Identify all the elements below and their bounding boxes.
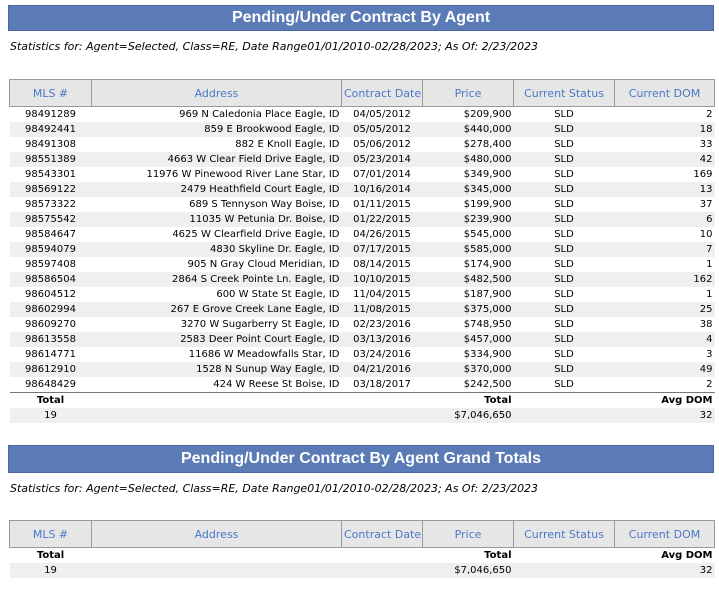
total-label: Total [10, 393, 92, 409]
grand-total-price: $7,046,650 [423, 563, 514, 578]
table-row [10, 272, 715, 287]
price-cell: $242,500 [463, 379, 512, 390]
price-cell: $375,000 [423, 302, 514, 317]
address-cell: 3270 W Sugarberry St Eagle, ID [180, 319, 340, 330]
empty-cell [514, 408, 615, 423]
mls-number-cell[interactable]: 98597408 [25, 259, 76, 270]
mls-number-cell[interactable]: 98573322 [25, 199, 76, 210]
price-cell: $209,900 [463, 109, 512, 120]
current-status-cell: SLD [554, 229, 574, 240]
grand-total-count: 19 [10, 563, 92, 578]
current-status-cell: SLD [554, 379, 574, 390]
grand-totals-title: Pending/Under Contract By Agent Grand Totals [180, 450, 542, 467]
current-status-cell: SLD [514, 272, 615, 287]
col-header-current-status[interactable]: Current Status [514, 521, 615, 548]
current-status-cell: SLD [554, 169, 574, 180]
total-count: 19 [10, 408, 92, 423]
address-cell: 424 W Reese St Boise, ID [213, 379, 340, 390]
table-row [10, 242, 715, 257]
empty-cell [514, 548, 615, 564]
empty-cell [92, 408, 342, 423]
col-header-mls[interactable]: MLS # [10, 80, 92, 107]
contract-date-cell: 04/05/2012 [353, 109, 411, 120]
address-cell: 4663 W Clear Field Drive Eagle, ID [92, 152, 342, 167]
table-row [10, 197, 715, 212]
mls-number-cell[interactable]: 98491289 [25, 109, 76, 120]
report-title-banner [8, 5, 714, 31]
table-row [10, 362, 715, 377]
current-status-cell: SLD [554, 139, 574, 150]
report-statistics: Statistics for: Agent=Selected, Class=RE, Date Range01/01/2010-02/28/2023; As Of: 2/23/2023 [10, 40, 539, 53]
avg-dom-label: Avg DOM [615, 393, 715, 409]
address-cell: 2864 S Creek Pointe Ln. Eagle, ID [92, 272, 342, 287]
current-dom-cell: 25 [615, 302, 715, 317]
table-row [10, 377, 715, 393]
mls-number-cell[interactable]: 98586504 [10, 272, 92, 287]
mls-number-cell[interactable]: 98491308 [25, 139, 76, 150]
current-status-cell: SLD [554, 319, 574, 330]
address-cell: 600 W State St Eagle, ID [216, 289, 340, 300]
mls-number-cell[interactable]: 98609270 [25, 319, 76, 330]
mls-number-cell[interactable]: 98575542 [10, 212, 92, 227]
empty-cell [92, 393, 342, 409]
contract-date-cell: 04/21/2016 [342, 362, 423, 377]
table-header-row [10, 80, 715, 107]
table-row [10, 317, 715, 332]
table-row [10, 137, 715, 152]
address-cell: 11035 W Petunia Dr. Boise, ID [92, 212, 342, 227]
empty-cell [514, 393, 615, 409]
current-dom-cell: 10 [699, 229, 713, 240]
contract-date-cell: 01/11/2015 [353, 199, 411, 210]
address-cell: 11686 W Meadowfalls Star, ID [188, 349, 340, 360]
current-status-cell: SLD [514, 362, 615, 377]
contract-date-cell: 01/22/2015 [342, 212, 423, 227]
grand-total-values-row [10, 563, 715, 578]
avg-dom-value: 32 [615, 408, 715, 423]
empty-cell [342, 548, 423, 564]
current-dom-cell: 1 [706, 289, 713, 300]
current-dom-cell: 42 [615, 152, 715, 167]
grand-total-label-row [10, 548, 715, 564]
grand-avg-dom-value: 32 [615, 563, 715, 578]
price-cell: $440,000 [423, 122, 514, 137]
table-row [10, 212, 715, 227]
col-header-address[interactable]: Address [92, 80, 342, 107]
mls-number-cell[interactable]: 98648429 [25, 379, 76, 390]
table-body [10, 107, 715, 393]
address-cell: 859 E Brookwood Eagle, ID [92, 122, 342, 137]
price-cell: $457,000 [423, 332, 514, 347]
address-cell: 267 E Grove Creek Lane Eagle, ID [92, 302, 342, 317]
mls-number-cell[interactable]: 98584647 [25, 229, 76, 240]
mls-number-cell[interactable]: 98604512 [25, 289, 76, 300]
col-header-price[interactable]: Price [423, 521, 514, 548]
contract-date-cell: 05/23/2014 [342, 152, 423, 167]
total-label-row [10, 393, 715, 409]
contract-date-cell: 03/18/2017 [353, 379, 411, 390]
address-cell: 2479 Heathfield Court Eagle, ID [92, 182, 342, 197]
table-row [10, 107, 715, 123]
empty-cell [342, 563, 423, 578]
current-status-cell: SLD [554, 109, 574, 120]
price-cell: $239,900 [423, 212, 514, 227]
mls-number-cell[interactable]: 98543301 [25, 169, 76, 180]
current-dom-cell: 38 [699, 319, 713, 330]
col-header-mls[interactable]: MLS # [10, 521, 92, 548]
total-price-label: Total [423, 393, 514, 409]
current-status-cell: SLD [514, 182, 615, 197]
price-cell: $585,000 [423, 242, 514, 257]
col-header-contract-date[interactable]: Contract Date [342, 80, 423, 107]
current-dom-cell: 18 [615, 122, 715, 137]
price-cell: $174,900 [463, 259, 512, 270]
current-status-cell: SLD [554, 289, 574, 300]
empty-cell [92, 563, 342, 578]
current-dom-cell: 2 [706, 109, 713, 120]
table-row [10, 122, 715, 137]
current-status-cell: SLD [514, 332, 615, 347]
mls-number-cell[interactable]: 98551389 [10, 152, 92, 167]
col-header-price[interactable]: Price [423, 80, 514, 107]
address-cell: 11976 W Pinewood River Lane Star, ID [146, 169, 340, 180]
table-row [10, 347, 715, 362]
current-dom-cell: 33 [699, 139, 713, 150]
current-status-cell: SLD [514, 302, 615, 317]
empty-cell [342, 393, 423, 409]
grand-total-price-label: Total [423, 548, 514, 564]
price-cell: $349,900 [463, 169, 512, 180]
current-status-cell: SLD [514, 122, 615, 137]
contract-date-cell: 10/16/2014 [342, 182, 423, 197]
current-dom-cell: 1 [706, 259, 713, 270]
current-status-cell: SLD [514, 152, 615, 167]
address-cell: 4830 Skyline Dr. Eagle, ID [92, 242, 342, 257]
current-dom-cell: 49 [615, 362, 715, 377]
table-row [10, 152, 715, 167]
address-cell: 2583 Deer Point Court Eagle, ID [92, 332, 342, 347]
address-cell: 969 N Caledonia Place Eagle, ID [179, 109, 340, 120]
table-row [10, 302, 715, 317]
current-dom-cell: 169 [693, 169, 713, 180]
table-row [10, 287, 715, 302]
current-status-cell: SLD [554, 259, 574, 270]
table-row [10, 332, 715, 347]
contract-date-cell: 07/01/2014 [353, 169, 411, 180]
current-dom-cell: 7 [615, 242, 715, 257]
contract-date-cell: 08/14/2015 [353, 259, 411, 270]
total-values-row [10, 408, 715, 423]
col-header-current-status[interactable]: Current Status [514, 80, 615, 107]
price-cell: $545,000 [463, 229, 512, 240]
price-cell: $482,500 [423, 272, 514, 287]
current-dom-cell: 3 [706, 349, 713, 360]
address-cell: 4625 W Clearfield Drive Eagle, ID [172, 229, 340, 240]
table-row [10, 227, 715, 242]
current-status-cell: SLD [514, 242, 615, 257]
current-dom-cell: 6 [615, 212, 715, 227]
table-row [10, 182, 715, 197]
current-dom-cell: 162 [615, 272, 715, 287]
address-cell: 905 N Gray Cloud Meridian, ID [187, 259, 340, 270]
grand-totals-statistics: Statistics for: Agent=Selected, Class=RE, Date Range01/01/2010-02/28/2023; As Of: 2/23/2023 [10, 482, 539, 495]
mls-number-cell[interactable]: 98569122 [10, 182, 92, 197]
price-cell: $199,900 [463, 199, 512, 210]
contract-date-cell: 05/06/2012 [353, 139, 411, 150]
contract-date-cell: 05/05/2012 [342, 122, 423, 137]
col-header-address[interactable]: Address [92, 521, 342, 548]
current-status-cell: SLD [554, 349, 574, 360]
mls-number-cell[interactable]: 98594079 [10, 242, 92, 257]
price-cell: $187,900 [463, 289, 512, 300]
current-dom-cell: 4 [615, 332, 715, 347]
price-cell: $370,000 [423, 362, 514, 377]
current-status-cell: SLD [514, 212, 615, 227]
total-price: $7,046,650 [423, 408, 514, 423]
current-dom-cell: 37 [699, 199, 713, 210]
address-cell: 882 E Knoll Eagle, ID [235, 139, 340, 150]
price-cell: $480,000 [423, 152, 514, 167]
address-cell: 689 S Tennyson Way Boise, ID [189, 199, 340, 210]
report-title: Pending/Under Contract By Agent [231, 9, 491, 26]
grand-avg-dom-label: Avg DOM [615, 548, 715, 564]
empty-cell [514, 563, 615, 578]
empty-cell [342, 408, 423, 423]
contract-date-cell: 04/26/2015 [353, 229, 411, 240]
price-cell: $278,400 [463, 139, 512, 150]
mls-number-cell[interactable]: 98614771 [25, 349, 76, 360]
price-cell: $334,900 [463, 349, 512, 360]
table-row [10, 257, 715, 272]
contract-date-cell: 02/23/2016 [353, 319, 411, 330]
current-status-cell: SLD [554, 199, 574, 210]
contract-date-cell: 11/04/2015 [353, 289, 411, 300]
col-header-current-dom[interactable]: Current DOM [615, 80, 715, 107]
grand-totals-table [9, 520, 715, 578]
address-cell: 1528 N Sunup Way Eagle, ID [92, 362, 342, 377]
current-dom-cell: 13 [615, 182, 715, 197]
mls-number-cell[interactable]: 98613558 [10, 332, 92, 347]
empty-cell [92, 548, 342, 564]
contract-date-cell: 03/13/2016 [342, 332, 423, 347]
col-header-contract-date[interactable]: Contract Date [342, 521, 423, 548]
contract-date-cell: 10/10/2015 [342, 272, 423, 287]
report-table [9, 79, 715, 423]
grand-totals-title-banner [8, 445, 714, 473]
mls-number-cell[interactable]: 98602994 [10, 302, 92, 317]
contract-date-cell: 11/08/2015 [342, 302, 423, 317]
contract-date-cell: 03/24/2016 [353, 349, 411, 360]
contract-date-cell: 07/17/2015 [342, 242, 423, 257]
mls-number-cell[interactable]: 98612910 [10, 362, 92, 377]
price-cell: $345,000 [423, 182, 514, 197]
mls-number-cell[interactable]: 98492441 [10, 122, 92, 137]
table-header-row [10, 521, 715, 548]
price-cell: $748,950 [463, 319, 512, 330]
grand-total-label: Total [10, 548, 92, 564]
table-row [10, 167, 715, 182]
current-dom-cell: 2 [706, 379, 713, 390]
col-header-current-dom[interactable]: Current DOM [615, 521, 715, 548]
